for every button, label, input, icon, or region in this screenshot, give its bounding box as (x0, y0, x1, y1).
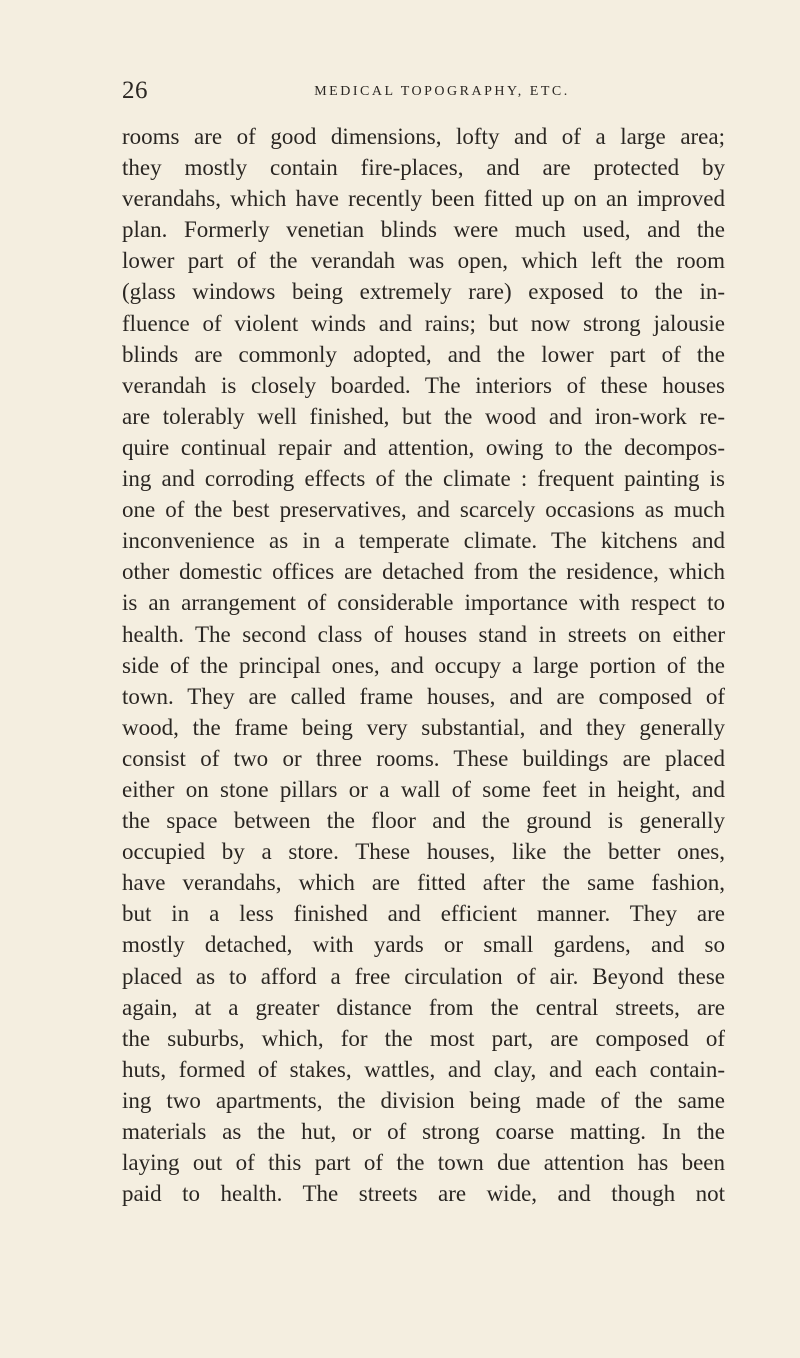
text-line: they mostly contain fire-places, and are protected by (122, 155, 725, 181)
text-line: the space between the floor and the ground is generally (122, 808, 725, 834)
text-line: fluence of violent winds and rains; but now strong jalousie (122, 310, 725, 336)
text-line: laying out of this part of the town due attention has been (122, 1150, 725, 1176)
text-line: again, at a greater distance from the central streets, are (122, 994, 725, 1020)
text-line: occupied by a store. These houses, like the better ones, (122, 839, 725, 865)
text-line: materials as the hut, or of strong coarse matting. In the (122, 1119, 725, 1144)
text-line: either on stone pillars or a wall of some feet in height, and (122, 776, 725, 802)
body-text (122, 121, 725, 1209)
text-line: verandahs, which have recently been fitted up on an improved (122, 186, 725, 212)
text-line: huts, formed of stakes, wattles, and clay, and each contain- (122, 1056, 725, 1082)
text-line: (glass windows being extremely rare) exposed to the in- (122, 279, 725, 305)
page-number: 26 (122, 77, 148, 104)
text-line: have verandahs, which are fitted after the same fashion, (122, 870, 725, 896)
text-line: side of the principal ones, and occupy a large portion of the (122, 652, 725, 678)
text-line: the suburbs, which, for the most part, are composed of (122, 1025, 725, 1051)
page-header (122, 76, 722, 106)
text-line: wood, the frame being very substantial, and they generally (122, 714, 725, 740)
text-line: but in a less finished and efficient manner. They are (122, 901, 725, 927)
text-line: health. The second class of houses stand in streets on either (122, 621, 725, 647)
text-line: are tolerably well finished, but the wood and iron-work re- (122, 403, 725, 429)
text-line: lower part of the verandah was open, which left the room (122, 248, 725, 274)
text-line: verandah is closely boarded. The interiors of these houses (122, 372, 725, 398)
text-line: plan. Formerly venetian blinds were much used, and the (122, 217, 725, 243)
running-head: MEDICAL TOPOGRAPHY, ETC. (314, 84, 570, 99)
text-line: mostly detached, with yards or small gardens, and so (122, 932, 725, 958)
text-line: is an arrangement of considerable importance with respect to (122, 590, 725, 616)
text-line: paid to health. The streets are wide, and though not (122, 1181, 725, 1207)
text-line: ing and corroding effects of the climate : frequent painting is (122, 466, 725, 492)
text-line: placed as to afford a free circulation of air. Beyond these (122, 963, 725, 989)
text-line: ing two apartments, the division being made of the same (122, 1087, 725, 1113)
text-line: quire continual repair and attention, owing to the decompos- (122, 434, 725, 460)
text-line: inconvenience as in a temperate climate. The kitchens and (122, 528, 725, 554)
text-line: consist of two or three rooms. These buildings are placed (122, 745, 725, 771)
text-line: town. They are called frame houses, and are composed of (122, 683, 725, 709)
text-line: one of the best preservatives, and scarcely occasions as much (122, 497, 725, 523)
text-line: blinds are commonly adopted, and the lower part of the (122, 341, 725, 367)
text-line: rooms are of good dimensions, lofty and of a large area; (122, 124, 725, 149)
text-line: other domestic offices are detached from the residence, which (122, 559, 725, 585)
